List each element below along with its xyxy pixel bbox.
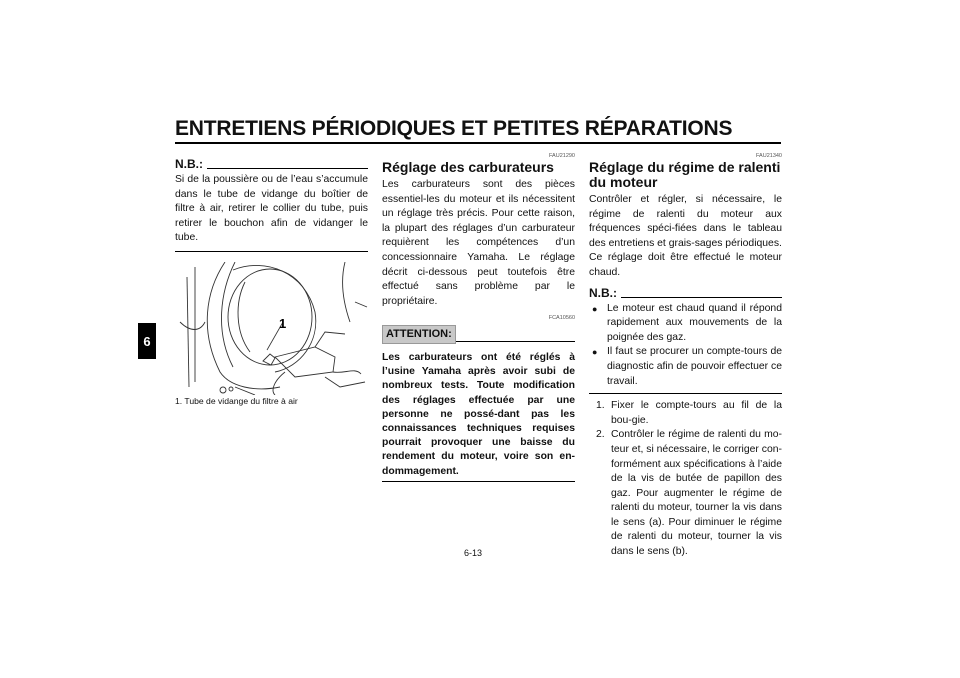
nb-label: N.B.: <box>589 285 617 300</box>
page-title: ENTRETIENS PÉRIODIQUES ET PETITES RÉPARATIONS <box>175 117 733 140</box>
column-2 <box>382 152 575 482</box>
air-filter-drain-illustration <box>175 262 368 395</box>
attention-label: ATTENTION: <box>382 325 456 344</box>
section-heading: Réglage du régime de ralenti du moteur <box>589 159 781 190</box>
nb-text: Si de la poussière ou de l’eau s’accumule dans le tube de vidange du boîtier de filtre à air, retirer le collier du tube, puis retirer le bouchon afin de vidanger le tube. <box>175 174 368 244</box>
title-rule <box>175 142 781 144</box>
step-number: 1. <box>596 400 605 412</box>
bullet-icon: ● <box>592 347 598 358</box>
nb-end-rule <box>589 393 782 394</box>
nb-label: N.B.: <box>175 157 203 172</box>
attention-end-rule <box>382 481 575 482</box>
nb-rule <box>621 297 782 298</box>
bullet-text: Le moteur est chaud quand il répond rapidement aux mouvements de la poignée des gaz. <box>607 302 782 343</box>
column-1 <box>175 156 368 407</box>
section-body-2: Ce réglage doit être effectué le moteur chaud. <box>589 252 782 278</box>
attention-code: FCA10560 <box>548 315 575 322</box>
page-number: 6-13 <box>464 548 483 558</box>
chapter-tab: 6 <box>138 323 156 359</box>
section-code: FAU21340 <box>756 153 782 159</box>
section-code: FAU21290 <box>549 153 575 159</box>
column-3 <box>589 152 782 560</box>
step-item <box>589 428 782 559</box>
step-item <box>589 399 782 428</box>
figure-callout-1: 1 <box>279 315 287 331</box>
list-item <box>589 302 782 346</box>
step-number: 2. <box>596 429 605 441</box>
illustration-svg <box>175 262 368 395</box>
figure-caption: 1. Tube de vidange du filtre à air <box>175 395 298 406</box>
step-text: Fixer le compte-tours au fil de la bou-gie. <box>611 400 782 426</box>
section-body: Contrôler et régler, si nécessaire, le régime de ralenti du moteur aux fréquences spéci-fiées dans le tableau des entretiens et grais-sages périodiques. <box>589 194 782 249</box>
nb-end-rule <box>175 251 368 252</box>
nb-header <box>175 156 368 172</box>
attention-text: Les carburateurs ont été réglés à l’usine Yamaha après avoir subi de nombreux tests. Toute modification des réglages effectuée par une personne ne possé-dant pas les connaissances techniques requises pourrait provoquer une baisse du rendement du moteur, voire son en-dommagement. <box>382 351 575 477</box>
attention-rule <box>456 341 575 342</box>
bullet-icon: ● <box>592 303 598 314</box>
step-text: Contrôler le régime de ralenti du mo-teur et, si nécessaire, le corriger con-formément aux spécifications à l’aide de la vis de butée de papillon des gaz. Pour augmenter le régime de ralenti du moteur, tourner la vis dans le sens (a). Pour diminuer le régime de ralenti du moteur, tourner la vis dans le sens (b). <box>611 429 782 558</box>
section-body: Les carburateurs sont des pièces essentiel-les du moteur et ils nécessitent un réglage très précis. Pour cette raison, la plupart des réglages d’un carburateur requièrent les compétences d’un concessionnaire Yamaha. Le réglage décrit ci-dessous peut toutefois être effectué sans problème par le propriétaire. <box>382 179 575 307</box>
attention-header <box>382 325 575 344</box>
list-item <box>589 345 782 389</box>
section-heading: Réglage des carburateurs <box>382 159 554 175</box>
nb-rule <box>207 168 368 169</box>
nb-header <box>589 285 782 301</box>
bullet-text: Il faut se procurer un compte-tours de diagnostic afin de pouvoir effectuer ce travail. <box>607 346 782 387</box>
